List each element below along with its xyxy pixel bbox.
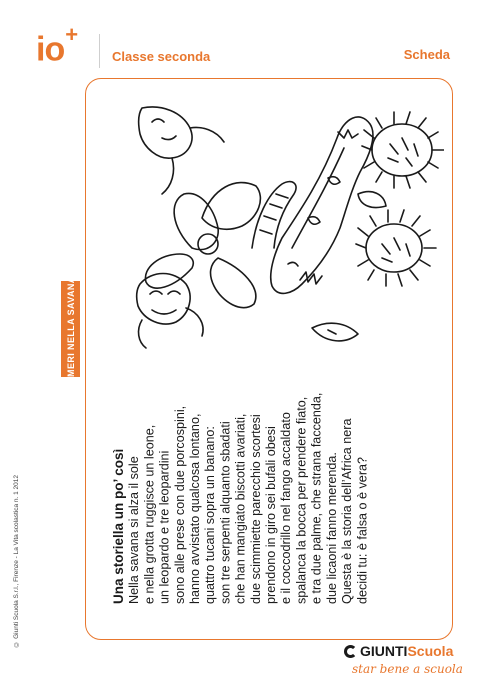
poem-line: decidi tu: è falsa o è vera? <box>355 456 370 604</box>
savanna-illustration <box>132 98 444 354</box>
brand-logo: io+ <box>36 22 78 69</box>
poem-line: Nella savana si alza il sole <box>127 456 142 604</box>
monkey-shape <box>139 107 192 158</box>
giunti-g-icon <box>344 645 357 658</box>
header-divider <box>99 34 100 68</box>
frog-shape <box>137 274 190 325</box>
poem-line: Questa è la storia dell’Africa nera <box>340 418 355 604</box>
publisher-logo <box>344 643 453 659</box>
document-type-label: Scheda <box>403 47 450 62</box>
poem-line: e tra due palme, che strana faccenda, <box>309 392 324 604</box>
poem-line: sono alle prese con due porcospini, <box>172 405 187 604</box>
poem-line: un leopardo e tre leopardini <box>157 450 172 604</box>
toucan-shape <box>358 192 386 208</box>
poem-line: che han mangiato biscotti avariati, <box>233 413 248 604</box>
publisher-division: Scuola <box>407 643 454 659</box>
story-block <box>111 364 417 604</box>
poem-line: hanno avvistato qualcosa lontano, <box>188 413 203 604</box>
poem-line: due licaoni fanno merenda. <box>324 452 339 604</box>
poem-line: quattro tucani sopra un banano: <box>203 426 218 604</box>
section-tab <box>61 267 80 391</box>
poem-line: e nella grotta ruggisce un leone, <box>142 424 157 604</box>
story-title: Una storiella un po’ così <box>111 448 126 604</box>
copyright-note: © Giunti Scuola S.r.l., Firenze - La Vita scolastica n. 1 2012 <box>12 475 20 648</box>
poem-line: prendono in giro sei bufali obesi <box>264 426 279 604</box>
publisher-name: GIUNTI <box>360 643 408 659</box>
poem-text <box>111 364 370 604</box>
poem-line: son tre serpenti alquanto sbadati <box>218 421 233 604</box>
flower-shape <box>202 183 260 230</box>
publisher-tagline: star bene a scuola <box>352 662 463 676</box>
porcupine-shape-2 <box>356 210 436 286</box>
poem-line: e il coccodrillo nel fango accaldato <box>279 412 294 604</box>
poem-line: due scimmiette parecchio scortesi <box>248 414 263 604</box>
class-label: Classe seconda <box>112 49 211 64</box>
porcupine-shape <box>362 112 444 188</box>
poem-line: spalanca la bocca per prendere fiato, <box>294 396 309 604</box>
section-tab-label: NUMERI NELLA SAVANA/1 <box>65 267 76 391</box>
